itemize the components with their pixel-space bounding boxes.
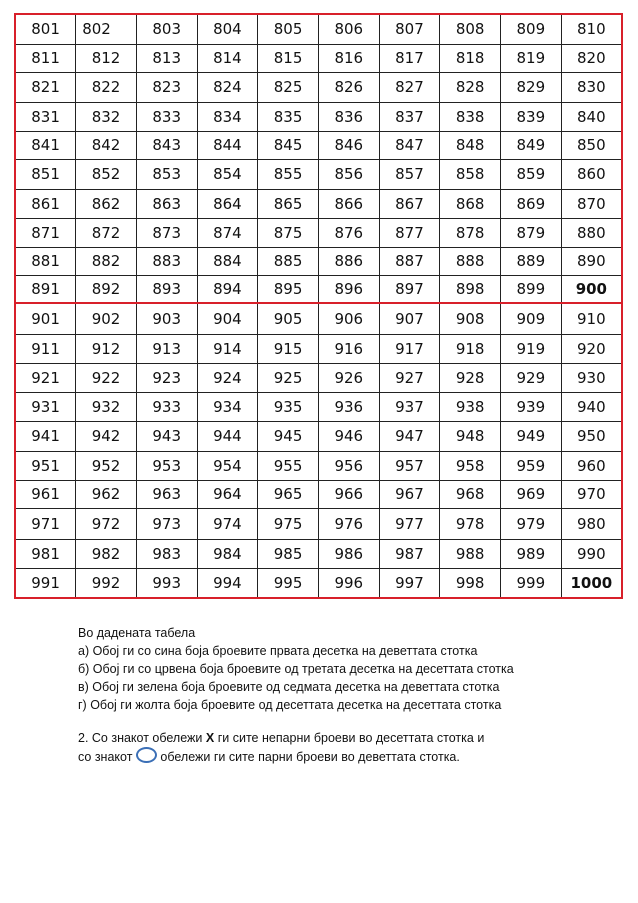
task-2-part4: обележи ги сите парни броеви во деветтата стотка. (160, 750, 460, 764)
task-2-part3: со знакот (78, 750, 133, 764)
number-cell: 958 (440, 451, 501, 480)
table-row (15, 189, 622, 218)
number-cell: 883 (136, 247, 197, 275)
number-cell: 940 (561, 392, 622, 421)
number-cell: 962 (76, 480, 137, 508)
number-cell: 983 (136, 539, 197, 568)
number-cell: 853 (136, 159, 197, 189)
task-2-part2: ги сите непарни броеви во десеттата стотка и (217, 731, 485, 745)
number-cell: 995 (258, 568, 319, 598)
number-cell: 837 (379, 102, 440, 131)
number-cell: 887 (379, 247, 440, 275)
number-cell: 963 (136, 480, 197, 508)
number-cell: 889 (501, 247, 562, 275)
number-cell: 876 (318, 218, 379, 247)
number-cell: 972 (76, 508, 137, 539)
number-cell: 859 (501, 159, 562, 189)
number-cell: 996 (318, 568, 379, 598)
number-cell: 824 (197, 72, 258, 102)
number-cell: 832 (76, 102, 137, 131)
number-cell: 931 (15, 392, 76, 421)
table-row (15, 568, 622, 598)
number-cell: 939 (501, 392, 562, 421)
number-cell: 993 (136, 568, 197, 598)
number-cell: 925 (258, 363, 319, 392)
number-cell: 809 (501, 14, 562, 44)
number-cell: 928 (440, 363, 501, 392)
number-cell: 999 (501, 568, 562, 598)
number-cell: 888 (440, 247, 501, 275)
number-cell: 948 (440, 421, 501, 451)
table-row (15, 421, 622, 451)
number-cell: 909 (501, 303, 562, 334)
table-row (15, 303, 622, 334)
number-cell: 891 (15, 275, 76, 303)
number-cell: 828 (440, 72, 501, 102)
number-cell: 921 (15, 363, 76, 392)
number-cell: 991 (15, 568, 76, 598)
number-cell: 811 (15, 44, 76, 72)
number-cell: 915 (258, 334, 319, 363)
number-cell: 955 (258, 451, 319, 480)
number-cell: 810 (561, 14, 622, 44)
number-cell: 866 (318, 189, 379, 218)
number-cell: 997 (379, 568, 440, 598)
number-cell: 912 (76, 334, 137, 363)
number-cell: 917 (379, 334, 440, 363)
number-cell: 916 (318, 334, 379, 363)
number-cell: 899 (501, 275, 562, 303)
number-cell: 845 (258, 131, 319, 159)
number-cell: 952 (76, 451, 137, 480)
number-cell: 821 (15, 72, 76, 102)
number-cell: 802 (76, 14, 137, 44)
number-cell: 829 (501, 72, 562, 102)
instructions (78, 624, 558, 766)
number-cell: 920 (561, 334, 622, 363)
number-cell: 942 (76, 421, 137, 451)
number-cell: 870 (561, 189, 622, 218)
table-row (15, 539, 622, 568)
number-cell: 982 (76, 539, 137, 568)
number-table (14, 13, 623, 599)
number-cell: 973 (136, 508, 197, 539)
number-cell: 960 (561, 451, 622, 480)
number-cell: 863 (136, 189, 197, 218)
number-cell: 986 (318, 539, 379, 568)
table-row (15, 275, 622, 303)
number-cell: 892 (76, 275, 137, 303)
number-cell: 854 (197, 159, 258, 189)
number-cell: 964 (197, 480, 258, 508)
number-cell: 851 (15, 159, 76, 189)
table-row (15, 247, 622, 275)
number-cell: 961 (15, 480, 76, 508)
number-cell: 840 (561, 102, 622, 131)
number-cell: 930 (561, 363, 622, 392)
table-row (15, 44, 622, 72)
number-cell: 842 (76, 131, 137, 159)
number-cell: 901 (15, 303, 76, 334)
number-cell: 820 (561, 44, 622, 72)
number-cell: 971 (15, 508, 76, 539)
number-cell: 812 (76, 44, 137, 72)
table-row (15, 218, 622, 247)
number-cell: 846 (318, 131, 379, 159)
number-cell: 976 (318, 508, 379, 539)
number-cell: 959 (501, 451, 562, 480)
number-cell: 827 (379, 72, 440, 102)
number-cell: 981 (15, 539, 76, 568)
number-cell: 893 (136, 275, 197, 303)
number-cell: 914 (197, 334, 258, 363)
number-cell: 881 (15, 247, 76, 275)
number-cell: 884 (197, 247, 258, 275)
number-cell: 867 (379, 189, 440, 218)
number-cell: 805 (258, 14, 319, 44)
number-cell: 902 (76, 303, 137, 334)
number-cell: 896 (318, 275, 379, 303)
number-cell: 944 (197, 421, 258, 451)
number-cell: 906 (318, 303, 379, 334)
number-cell: 873 (136, 218, 197, 247)
intro-text: Во дадената табела (78, 626, 196, 640)
number-cell: 875 (258, 218, 319, 247)
table-row (15, 508, 622, 539)
number-cell: 898 (440, 275, 501, 303)
number-cell: 979 (501, 508, 562, 539)
number-cell: 885 (258, 247, 319, 275)
number-cell: 927 (379, 363, 440, 392)
number-cell: 871 (15, 218, 76, 247)
number-cell: 850 (561, 131, 622, 159)
number-cell: 990 (561, 539, 622, 568)
number-cell: 907 (379, 303, 440, 334)
number-cell: 989 (501, 539, 562, 568)
task-2-part1: 2. Со знакот обележи (78, 731, 203, 745)
number-cell: 922 (76, 363, 137, 392)
number-cell: 937 (379, 392, 440, 421)
number-cell: 822 (76, 72, 137, 102)
number-cell: 858 (440, 159, 501, 189)
number-cell: 966 (318, 480, 379, 508)
number-cell: 835 (258, 102, 319, 131)
number-cell: 818 (440, 44, 501, 72)
number-cell: 864 (197, 189, 258, 218)
number-cell: 813 (136, 44, 197, 72)
number-cell: 905 (258, 303, 319, 334)
number-cell: 975 (258, 508, 319, 539)
task-a: а) Обој ги со сина боја броевите првата десетка на деветтата стотка (78, 644, 478, 658)
number-cell: 984 (197, 539, 258, 568)
table-row (15, 480, 622, 508)
number-cell: 804 (197, 14, 258, 44)
number-cell: 869 (501, 189, 562, 218)
number-cell: 814 (197, 44, 258, 72)
number-cell: 823 (136, 72, 197, 102)
number-cell: 830 (561, 72, 622, 102)
number-cell: 923 (136, 363, 197, 392)
task-2 (78, 729, 558, 766)
number-cell: 947 (379, 421, 440, 451)
table-row (15, 363, 622, 392)
number-cell: 936 (318, 392, 379, 421)
table-row (15, 72, 622, 102)
number-cell: 980 (561, 508, 622, 539)
number-cell: 967 (379, 480, 440, 508)
number-cell: 908 (440, 303, 501, 334)
number-cell: 857 (379, 159, 440, 189)
number-cell: 932 (76, 392, 137, 421)
task-v: в) Обој ги зелена боја броевите од седмата десетка на деветтата стотка (78, 680, 500, 694)
number-cell: 849 (501, 131, 562, 159)
table-row (15, 131, 622, 159)
table-row (15, 451, 622, 480)
x-symbol: X (205, 731, 215, 745)
number-cell: 877 (379, 218, 440, 247)
number-cell: 844 (197, 131, 258, 159)
table-row (15, 102, 622, 131)
number-cell: 911 (15, 334, 76, 363)
number-cell: 862 (76, 189, 137, 218)
number-cell: 951 (15, 451, 76, 480)
number-cell: 913 (136, 334, 197, 363)
number-cell: 943 (136, 421, 197, 451)
number-cell: 861 (15, 189, 76, 218)
number-cell: 882 (76, 247, 137, 275)
number-cell: 941 (15, 421, 76, 451)
number-cell: 934 (197, 392, 258, 421)
number-cell: 852 (76, 159, 137, 189)
number-cell: 985 (258, 539, 319, 568)
number-cell: 897 (379, 275, 440, 303)
number-cell: 872 (76, 218, 137, 247)
number-cell: 910 (561, 303, 622, 334)
number-cell: 848 (440, 131, 501, 159)
number-cell: 1000 (561, 568, 622, 598)
number-cell: 880 (561, 218, 622, 247)
number-cell: 998 (440, 568, 501, 598)
number-cell: 969 (501, 480, 562, 508)
number-cell: 933 (136, 392, 197, 421)
number-cell: 834 (197, 102, 258, 131)
number-cell: 801 (15, 14, 76, 44)
number-cell: 855 (258, 159, 319, 189)
number-cell: 839 (501, 102, 562, 131)
table-row (15, 392, 622, 421)
number-cell: 965 (258, 480, 319, 508)
number-cell: 803 (136, 14, 197, 44)
number-cell: 895 (258, 275, 319, 303)
table-row (15, 14, 622, 44)
number-cell: 994 (197, 568, 258, 598)
number-cell: 825 (258, 72, 319, 102)
number-cell: 968 (440, 480, 501, 508)
number-cell: 856 (318, 159, 379, 189)
number-cell: 957 (379, 451, 440, 480)
number-cell: 918 (440, 334, 501, 363)
number-cell: 946 (318, 421, 379, 451)
number-cell: 977 (379, 508, 440, 539)
number-cell: 974 (197, 508, 258, 539)
number-cell: 868 (440, 189, 501, 218)
table-row (15, 334, 622, 363)
number-cell: 919 (501, 334, 562, 363)
number-cell: 929 (501, 363, 562, 392)
number-cell: 874 (197, 218, 258, 247)
task-g: г) Обој ги жолта боја броевите од десеттата десетка на десеттата стотка (78, 698, 502, 712)
number-cell: 860 (561, 159, 622, 189)
number-cell: 978 (440, 508, 501, 539)
number-cell: 954 (197, 451, 258, 480)
number-cell: 949 (501, 421, 562, 451)
number-cell: 826 (318, 72, 379, 102)
number-cell: 926 (318, 363, 379, 392)
number-cell: 935 (258, 392, 319, 421)
number-cell: 808 (440, 14, 501, 44)
number-cell: 890 (561, 247, 622, 275)
number-cell: 945 (258, 421, 319, 451)
number-cell: 806 (318, 14, 379, 44)
number-cell: 843 (136, 131, 197, 159)
number-cell: 807 (379, 14, 440, 44)
number-cell: 903 (136, 303, 197, 334)
number-cell: 836 (318, 102, 379, 131)
number-cell: 924 (197, 363, 258, 392)
number-cell: 956 (318, 451, 379, 480)
number-cell: 904 (197, 303, 258, 334)
number-cell: 817 (379, 44, 440, 72)
number-cell: 831 (15, 102, 76, 131)
table-row (15, 159, 622, 189)
number-cell: 838 (440, 102, 501, 131)
number-cell: 816 (318, 44, 379, 72)
task-b: б) Обој ги со црвена боја броевите од третата десетка на десеттата стотка (78, 662, 514, 676)
circle-icon (136, 747, 157, 763)
number-cell: 847 (379, 131, 440, 159)
number-cell: 900 (561, 275, 622, 303)
number-cell: 950 (561, 421, 622, 451)
number-cell: 819 (501, 44, 562, 72)
number-cell: 878 (440, 218, 501, 247)
number-cell: 987 (379, 539, 440, 568)
number-cell: 886 (318, 247, 379, 275)
number-cell: 815 (258, 44, 319, 72)
number-cell: 865 (258, 189, 319, 218)
number-cell: 938 (440, 392, 501, 421)
number-cell: 988 (440, 539, 501, 568)
number-cell: 953 (136, 451, 197, 480)
number-cell: 894 (197, 275, 258, 303)
number-cell: 833 (136, 102, 197, 131)
number-cell: 992 (76, 568, 137, 598)
number-cell: 879 (501, 218, 562, 247)
number-cell: 970 (561, 480, 622, 508)
number-cell: 841 (15, 131, 76, 159)
